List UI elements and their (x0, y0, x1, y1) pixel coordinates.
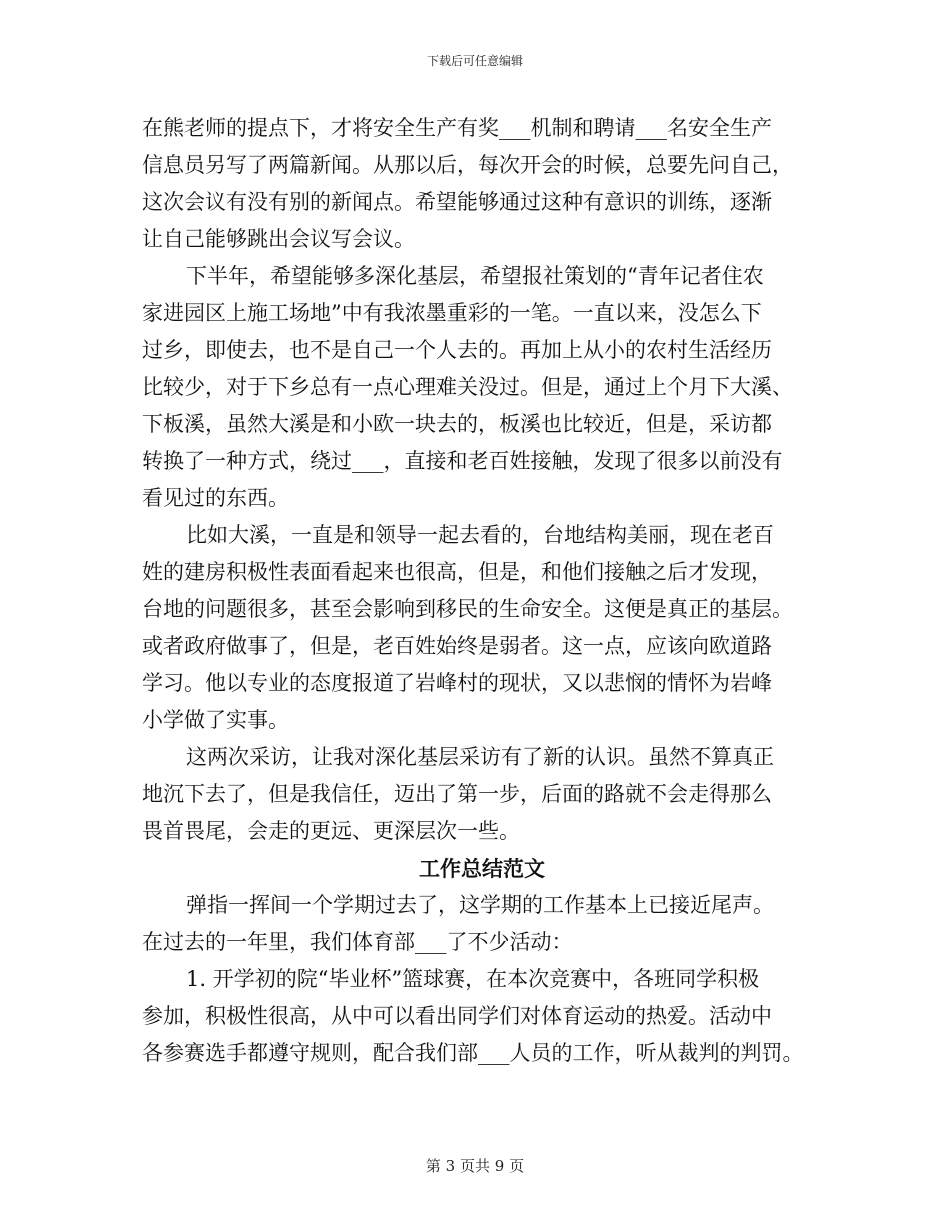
body-line-12: 比如大溪，一直是和领导一起去看的，台地结构美丽，现在老百 (186, 523, 774, 547)
section-title: 工作总结范文 (419, 856, 545, 881)
body-line-20: 畏首畏尾，会走的更远、更深层次一些。 (142, 819, 520, 843)
document-body (142, 110, 822, 1072)
body-line-19: 地沉下去了，但是我信任，迈出了第一步，后面的路就不会走得那么 (142, 782, 772, 806)
body-line-9: 下板溪，虽然大溪是和小欧一块去的，板溪也比较近，但是，采访都 (142, 412, 772, 436)
section-line-1: 弹指一挥间一个学期过去了，这学期的工作基本上已接近尾声。 (186, 893, 774, 917)
body-line-3: 这次会议有没有别的新闻点。希望能够通过这种有意识的训练，逐渐 (142, 190, 772, 214)
body-line-8: 比较少，对于下乡总有一点心理难关没过。但是，通过上个月下大溪、 (142, 375, 793, 399)
section-line-5: 各参赛选手都遵守规则，配合我们部___人员的工作，听从裁判的判罚。 (142, 1041, 804, 1065)
body-line-16: 学习。他以专业的态度报道了岩峰村的现状，又以悲悯的情怀为岩峰 (142, 671, 772, 695)
body-line-11: 看见过的东西。 (142, 486, 289, 510)
body-line-5: 下半年，希望能够多深化基层，希望报社策划的“青年记者住农 (186, 264, 764, 288)
body-line-4: 让自己能够跳出会议写会议。 (142, 227, 415, 251)
body-line-15: 或者政府做事了，但是，老百姓始终是弱者。这一点，应该向欧道路 (142, 634, 772, 658)
body-line-13: 姓的建房积极性表面看起来也很高，但是，和他们接触之后才发现， (142, 560, 772, 584)
body-line-7: 过乡，即使去，也不是自己一个人去的。再加上从小的农村生活经历 (142, 338, 772, 362)
section-line-3: 1. 开学初的院“毕业杯”篮球赛，在本次竞赛中，各班同学积极 (186, 967, 760, 991)
section-line-4: 参加，积极性很高，从中可以看出同学们对体育运动的热爱。活动中 (142, 1004, 772, 1028)
body-line-17: 小学做了实事。 (142, 708, 289, 732)
body-line-14: 台地的问题很多，甚至会影响到移民的生命安全。这便是真正的基层。 (142, 597, 793, 621)
page-number-footer: 第 3 页共 9 页 (425, 1157, 525, 1175)
body-line-18: 这两次采访，让我对深化基层采访有了新的认识。虽然不算真正 (186, 745, 774, 769)
body-line-10: 转换了一种方式，绕过___，直接和老百姓接触，发现了很多以前没有 (142, 449, 783, 473)
page-header: 下载后可任意编辑 (426, 54, 523, 68)
section-line-2: 在过去的一年里，我们体育部___了不少活动： (142, 930, 573, 954)
body-line-1: 在熊老师的提点下，才将安全生产有奖___机制和聘请___名安全生产 (142, 116, 772, 140)
body-line-2: 信息员另写了两篇新闻。从那以后，每次开会的时候，总要先问自己， (142, 153, 793, 177)
body-line-6: 家进园区上施工场地”中有我浓墨重彩的一笔。一直以来，没怎么下 (142, 301, 762, 325)
